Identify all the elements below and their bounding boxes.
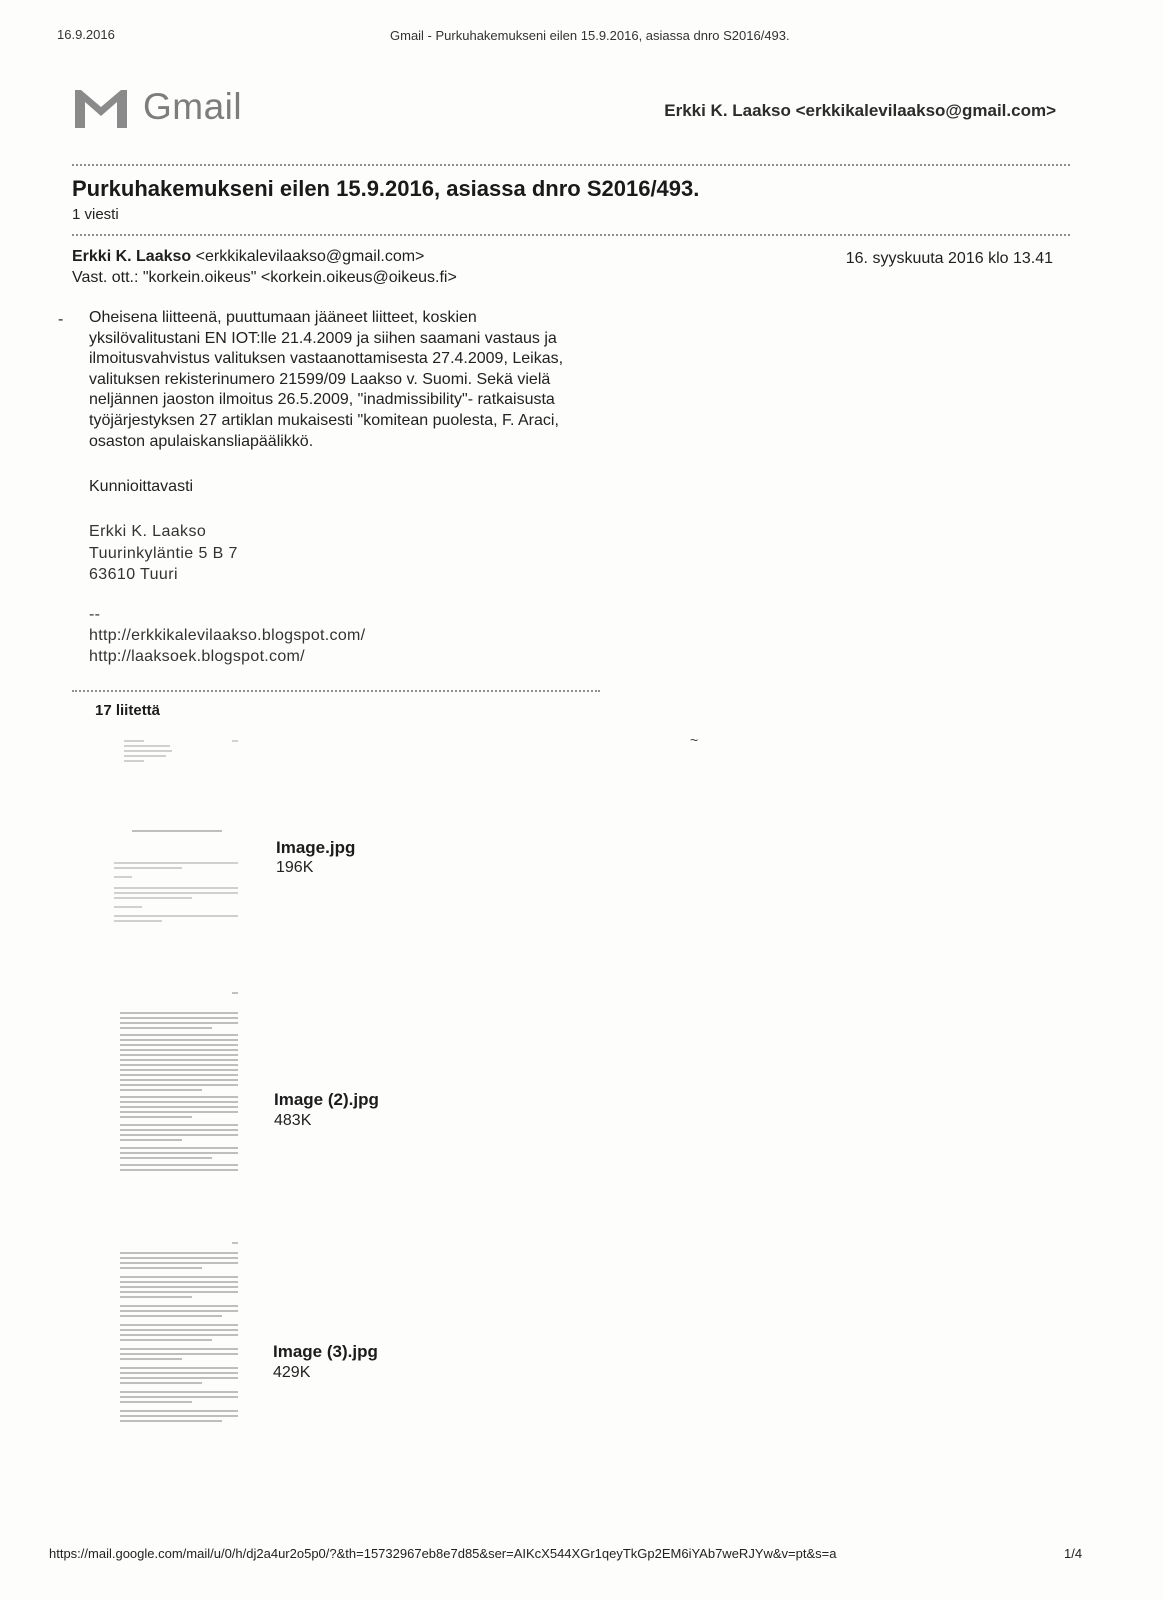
account-name: Erkki K. Laakso <erkkikalevilaakso@gmail.com> [664, 101, 1056, 120]
attachment-size: 429K [273, 1364, 311, 1381]
sender-name: Erkki K. Laakso [72, 248, 192, 265]
attachment-thumbnail[interactable] [92, 983, 242, 1217]
gmail-wordmark: Gmail [143, 86, 243, 127]
margin-mark: - [58, 311, 64, 328]
attachment-thumbnail[interactable] [92, 733, 242, 967]
closing: Kunnioittavasti [89, 478, 194, 495]
attachment-count: 17 liitettä [95, 702, 161, 719]
body-line: osaston apulaiskansliapäälikkö. [89, 432, 314, 450]
attachment-name[interactable]: Image (3).jpg [273, 1342, 378, 1361]
message-body [89, 308, 649, 452]
message-sender [72, 248, 424, 266]
print-page-title: Gmail - Purkuhakemukseni eilen 15.9.2016, asiassa dnro S2016/493. [390, 28, 790, 43]
attachment-name[interactable]: Image (2).jpg [274, 1090, 379, 1109]
body-line: neljännen jaoston ilmoitus 26.5.2009, "inadmissibility"- ratkaisusta [89, 391, 555, 409]
scan-speck: ~ [690, 732, 699, 748]
thread-divider [72, 234, 1070, 236]
body-line: työjärjestyksen 27 artiklan mukaisesti "komitean puolesta, F. Araci, [89, 411, 559, 429]
attachment-size: 483K [274, 1112, 312, 1129]
address-line: Tuurinkyläntie 5 B 7 [89, 544, 238, 562]
gmail-m-icon [72, 86, 130, 135]
sender-email: <erkkikalevilaakso@gmail.com> [195, 248, 425, 265]
attachments-divider [72, 690, 600, 692]
message-count: 1 viesti [72, 206, 119, 223]
signature-link[interactable]: http://laaksoek.blogspot.com/ [89, 648, 305, 665]
attachment-name[interactable]: Image.jpg [276, 838, 356, 857]
thread-subject: Purkuhakemukseni eilen 15.9.2016, asiassa dnro S2016/493. [72, 176, 700, 201]
address-line: Erkki K. Laakso [89, 523, 207, 540]
body-line: valituksen rekisterinumero 21599/09 Laakso v. Suomi. Sekä vielä [89, 370, 551, 388]
print-date: 16.9.2016 [57, 27, 115, 42]
sender-address [89, 521, 238, 586]
attachment-thumbnail[interactable] [92, 1235, 242, 1469]
signature-link[interactable]: http://erkkikalevilaakso.blogspot.com/ [89, 627, 366, 644]
body-line: Oheisena liitteenä, puuttumaan jääneet liitteet, koskien [89, 309, 477, 326]
body-line: ilmoitusvahvistus valituksen vastaanottamisesta 27.4.2009, Leikas, [89, 350, 564, 368]
body-line: yksilövalitustani EN IOT:lle 21.4.2009 ja siihen saamani vastaus ja [89, 329, 557, 347]
signature-separator: -- [89, 606, 101, 623]
print-url: https://mail.google.com/mail/u/0/h/dj2a4ur2o5p0/?&th=15732967eb8e7d85&ser=AIKcX544XGr1qeyTkGp2EM6iYAb7weRJYw&v=pt&s=a [49, 1546, 837, 1561]
header-divider [72, 164, 1070, 166]
address-line: 63610 Tuuri [89, 566, 178, 583]
signature [89, 604, 365, 667]
attachment-size: 196K [276, 859, 314, 876]
page-number: 1/4 [1064, 1546, 1083, 1561]
message-date: 16. syyskuuta 2016 klo 13.41 [845, 250, 1053, 267]
reply-to: Vast. ott.: "korkein.oikeus" <korkein.oikeus@oikeus.fi> [72, 269, 457, 286]
